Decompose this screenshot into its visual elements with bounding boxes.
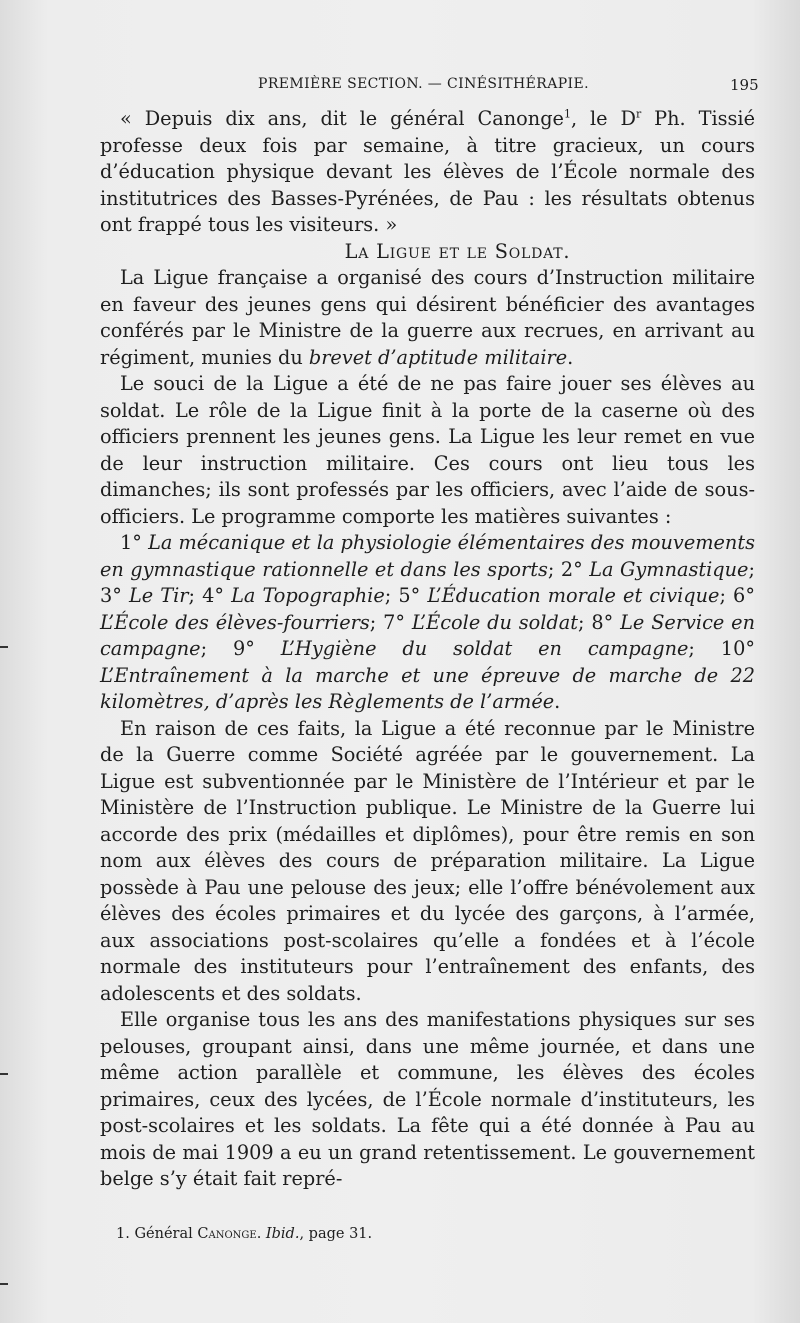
footnote-text-2: . bbox=[256, 1226, 266, 1242]
paragraph-1-end: . bbox=[567, 345, 574, 369]
margin-mark bbox=[0, 1283, 8, 1285]
program-item-separator: ; bbox=[369, 610, 384, 634]
program-item-number: 7° bbox=[383, 610, 412, 634]
program-item-text: La Gymnastique bbox=[589, 557, 749, 581]
program-item-separator: ; bbox=[384, 584, 399, 607]
program-item-text: L’Éducation morale et civique bbox=[427, 584, 720, 607]
program-item-number: 1° bbox=[120, 531, 149, 554]
margin-mark bbox=[0, 646, 8, 648]
program-item-separator: . bbox=[554, 690, 561, 713]
program-item-separator: ; bbox=[547, 557, 561, 581]
running-head-title: PREMIÈRE SECTION. — CINÉSITHÉRAPIE. bbox=[258, 76, 589, 92]
quote-text-3: Ph. Tissié professe deux fois par semaine, à titre gracieux, un cours d’éducation physique devant les élèves de l’École normale des institutrices des Basses-Pyrénées, de Pau : les résultats obtenus ont frappé tous les visiteurs. » bbox=[100, 107, 755, 236]
program-item-number: 5° bbox=[398, 584, 428, 607]
program-item-number: 8° bbox=[591, 610, 621, 634]
paragraph-2: Le souci de la Ligue a été de ne pas faire jouer ses élèves au soldat. Le rôle de la Ligue finit à la porte de la caserne où des officiers prennent les jeunes gens. La Ligue les leur remet en vue de leur instruction militaire. Ces cours ont lieu tous les dimanches; ils sont professés par les officiers, avec l’aide de sous-officiers. Le programme comporte les matières suivantes : bbox=[100, 372, 755, 528]
footnote bbox=[116, 1226, 372, 1242]
paragraph-4: Elle organise tous les ans des manifestations physiques sur ses pelouses, groupant ainsi, dans une même journée, et dans une même action parallèle et commune, les élèves des écoles primaires, ceux des lycées, de l’École normale d’instituteurs, les post-scolaires et les soldats. La fête qui a été donnée à Pau au mois de mai 1909 a eu un grand retentissement. Le gouvernement belge s’y était fait repré- bbox=[100, 1008, 755, 1190]
margin-mark bbox=[0, 1073, 8, 1075]
program-item-separator: ; bbox=[577, 610, 592, 634]
program-item-separator: ; bbox=[188, 584, 203, 607]
program-item-text: L’Hygiène du soldat en campagne bbox=[280, 637, 689, 660]
program-item-number: 3° bbox=[100, 584, 129, 607]
program-item-text: La mécanique et la physiologie élémentaires des mouvements en gymnastique rationnelle et dans les sports bbox=[100, 531, 755, 581]
program-item-text: L’Entraînement à la marche et une épreuve de marche de 22 kilomètres, d’après les Règlements de l’armée bbox=[100, 663, 755, 713]
quote-paragraph bbox=[100, 106, 755, 239]
program-item-number: 4° bbox=[202, 584, 232, 607]
paragraph-1-text: La Ligue française a organisé des cours d’Instruction militaire en faveur des jeunes gens qui désirent bénéficier des avantages conférés par le Ministre de la guerre aux recrues, en arrivant au régiment, munies du bbox=[100, 266, 755, 369]
program-item-number: 10° bbox=[720, 637, 755, 660]
program-item-text: La Topographie bbox=[231, 584, 385, 607]
program-item-separator: ; bbox=[719, 584, 734, 607]
program-item-number: 9° bbox=[232, 637, 281, 660]
quote-text-2: , le D bbox=[570, 107, 636, 130]
program-item-text: L’École du soldat bbox=[411, 610, 578, 634]
body-text bbox=[100, 106, 755, 1193]
program-item-number: 6° bbox=[733, 584, 755, 607]
paragraph-1-italic: brevet d’aptitude militaire bbox=[308, 345, 568, 369]
running-head bbox=[0, 76, 800, 100]
footnote-text-3: , page 31. bbox=[299, 1226, 373, 1242]
paragraph-1 bbox=[100, 265, 755, 371]
footnote-name: Canonge bbox=[197, 1226, 257, 1242]
footnote-text-1: Général bbox=[134, 1226, 198, 1242]
program-item-separator: ; bbox=[688, 637, 721, 660]
program-item-text: L’École des élèves-fourriers bbox=[100, 610, 370, 634]
footnote-ibid: Ibid. bbox=[265, 1226, 300, 1242]
quote-text-1: « Depuis dix ans, dit le général Canonge bbox=[120, 107, 564, 130]
paragraph-3: En raison de ces faits, la Ligue a été reconnue par le Ministre de la Guerre comme Société agréée par le gouvernement. La Ligue est subventionnée par le Ministère de l’Intérieur et par le Ministère de l’Instruction publique. Le Ministre de la Guerre lui accorde des prix (médailles et diplômes), pour être remis en son nom aux élèves des cours de préparation militaire. La Ligue possède à Pau une pelouse des jeux; elle l’offre bénévolement aux élèves des écoles primaires et du lycée des garçons, à l’armée, aux associations post-scolaires qu’elle a fondées et à l’école normale des instituteurs pour l’entraînement des enfants, des adolescents et des soldats. bbox=[100, 716, 755, 1005]
section-heading: La Ligue et le Soldat. bbox=[344, 239, 571, 263]
footnote-marker: 1. bbox=[116, 1226, 135, 1242]
program-item-text: Le Service en campagne bbox=[100, 610, 755, 660]
footnote-reference: 1 bbox=[563, 107, 571, 121]
program-item-text: Le Tir bbox=[128, 584, 189, 607]
program-list bbox=[100, 530, 755, 716]
doctor-abbrev-sup: r bbox=[635, 107, 642, 121]
page-number: 195 bbox=[730, 76, 759, 94]
program-item-separator: ; bbox=[200, 637, 233, 660]
program-item-separator: ; bbox=[748, 557, 755, 581]
program-item-number: 2° bbox=[560, 557, 590, 581]
